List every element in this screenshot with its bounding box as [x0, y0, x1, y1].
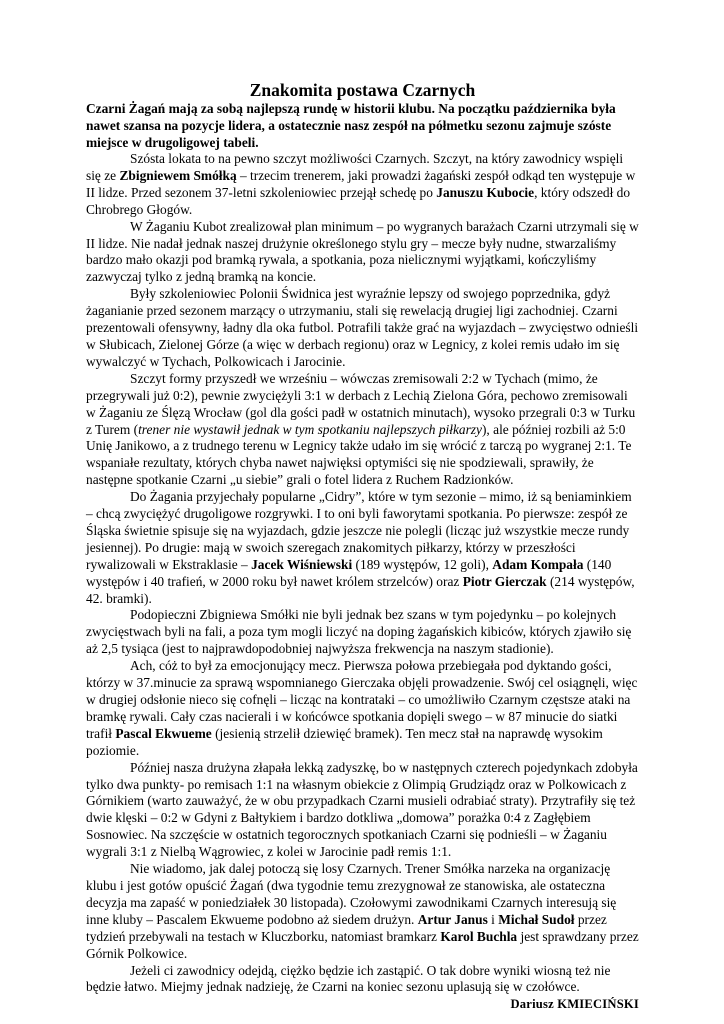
article-lead: Czarni Żagań mają za sobą najlepszą rundę w historii klubu. Na początku października była nawet szansa na pozycje lidera, a ostatecznie nasz zespół na półmetku sezonu zajmuje szóste miejsce w drugoligowej tabeli.: [86, 101, 616, 150]
article-author: Dariusz KMIECIŃSKI: [510, 997, 639, 1012]
paragraph-text: Do Żagania przyjechały popularne „Cidry”, które w tym sezonie – mimo, iż są beniaminkiem – chcą zwyciężyć drugoligowe rozgrywki. I to oni byli faworytami spotkania. Po pierwsze: zespół ze Śląska świetnie spisuje się na wyjazdach, gdzie jeszcze nie polegli (licząc już wszystkie mecze rundy jesiennej). Po drugie: mają w swoich szeregach znakomitych piłkarzy, którzy w przeszłości rywalizowali w Ekstraklasie –: [86, 489, 632, 572]
bold-name: Michał Sudoł: [498, 911, 575, 927]
bold-name: Piotr Gierczak: [462, 573, 547, 589]
article-title: Znakomita postawa Czarnych: [249, 80, 476, 100]
bold-name: Januszu Kubocie: [436, 184, 535, 200]
bold-name: Karol Buchla: [440, 928, 518, 944]
paragraph-text: (214 występów, 42. bramki).: [86, 573, 635, 606]
paragraph-text: (189 występów, 12 goli),: [352, 556, 493, 572]
paragraph-text: ), ale później rozbili aż 5:0 Unię Janikowo, a z trudnego terenu w Legnicy także udało im się wrócić z tarczą po wygranej 2:1. Te wspaniałe rezultaty, których chyba nawet najwięksi optymiści się nie spodziewali, sprawiły, że następne spotkanie Czarni „u siebie” grali o fotel lidera z Ruchem Radzionków.: [86, 421, 632, 488]
paragraph-text: Nie wiadomo, jak dalej potoczą się losy Czarnych. Trener Smółka narzeka na organizację klubu i jest gotów opuścić Żagań (dwa tygodnie temu zrezygnował ze stanowiska, ale ostateczna decyzja ma zapaść w poniedziałek 30 listopada). Czołowymi zawodnikami Czarnych interesują się inne kluby – Pascalem Ekwueme podobno aż siedem drużyn.: [86, 861, 617, 927]
article-paragraph: [86, 658, 639, 759]
paragraph-text: Jeżeli ci zawodnicy odejdą, ciężko będzie ich zastąpić. O tak dobre wyniki wiosną też nie będzie łatwo. Miejmy jednak nadzieję, że Czarni na koniec sezonu uplasują się w czołówce.: [86, 962, 611, 995]
article-paragraph: [86, 760, 639, 861]
bold-name: Zbigniewem Smółką: [119, 167, 237, 183]
article-body: [86, 151, 639, 996]
paragraph-text: Szczyt formy przyszedł we wrześniu – wówczas zremisowali 2:2 w Tychach (mimo, że przegrywali już 0:2), pewnie zwyciężyli 3:1 w derbach z Lechią Zielona Góra, pechowo zremisowali w Żaganiu ze Ślęzą Wrocław (gol dla gości padł w ostatnich minutach), wysoko przegrali 0:3 w Turku z Turem (: [86, 370, 636, 437]
paragraph-text: Były szkoleniowiec Polonii Świdnica jest wyraźnie lepszy od swojego poprzednika, gdyż żaganianie przed sezonem marzący o utrzymaniu, stali się rewelacją drugiej ligi zachodniej. Czarni prezentowali ofensywny, ładny dla oka futbol. Potrafili także grać na wyjazdach – zwycięstwo odnieśli w Słubicach, Zielonej Górze (a więc w derbach regionu) oraz w Legnicy, z kolei remis udało im się wywalczyć w Tychach, Polkowicach i Jarocinie.: [86, 286, 639, 369]
article-paragraph: [86, 151, 639, 219]
article-paragraph: [86, 861, 639, 962]
bold-name: Adam Kompała: [492, 556, 584, 572]
paragraph-text: jest sprawdzany przez Górnik Polkowice.: [86, 928, 639, 961]
paragraph-text: (140 występów i 40 trafień, w 2000 roku był nawet królem strzelców) oraz: [86, 556, 612, 589]
italic-remark: trener nie wystawił jednak w tym spotkaniu najlepszych piłkarzy: [138, 421, 482, 437]
bold-name: Artur Janus: [417, 911, 488, 927]
paragraph-text: , który odszedł do Chrobrego Głogów.: [86, 184, 631, 217]
paragraph-text: Szósta lokata to na pewno szczyt możliwości Czarnych. Szczyt, na który zawodnicy wspięli się ze: [86, 151, 624, 183]
bold-name: Jacek Wiśniewski: [251, 556, 353, 572]
bold-name: Pascal Ekwueme: [115, 725, 212, 741]
paragraph-text: W Żaganiu Kubot zrealizował plan minimum – po wygranych barażach Czarni utrzymali się w II lidze. Nie nadał jednak naszej drużynie określonego stylu gry – mecze były nudne, stwarzaliśmy bardzo mało okazji pod bramką rywala, a spotkania, poza nielicznymi wyjątkami, kończyliśmy zazwyczaj tylko z jedną bramką na koncie.: [86, 218, 639, 285]
article: [86, 80, 639, 1012]
article-paragraph: [86, 489, 639, 607]
paragraph-text: Później nasza drużyna złapała lekką zadyszkę, bo w następnych czterech pojedynkach zdobyła tylko dwa punkty- po remisach 1:1 na własnym obiekcie z Olimpią Grudziądz oraz w Polkowicach z Górnikiem (warto zauważyć, że w obu przypadkach Czarni musieli odrabiać straty). Przytrafiły się też dwie klęski – 0:2 w Gdyni z Bałtykiem i bardzo dotkliwa „domowa” porażka 0:4 z Zagłębiem Sosnowiec. Na szczęście w ostatnich tegorocznych spotkaniach Czarni się podnieśli – w Żaganiu wygrali 3:1 z Nielbą Wągrowiec, z kolei w Jarocinie padł remis 1:1.: [86, 759, 638, 860]
article-paragraph: [86, 963, 639, 997]
article-paragraph: [86, 607, 639, 658]
article-paragraph: [86, 286, 639, 371]
paragraph-text: Ach, cóż to był za emocjonujący mecz. Pierwsza połowa przebiegała pod dyktando gości, którzy w 37.minucie za sprawą wspomnianego Gierczaka objęli prowadzenie. Swój cel osiągnęli, więc w drugiej odsłonie nieco się cofnęli – licząc na kontrataki – co umożliwiło Czarnym częstsze ataki na bramkę rywali. Cały czas nacierali i w końcówce spotkania dopięli swego – w 87 minucie do siatki trafił: [86, 658, 638, 741]
paragraph-text: i: [487, 911, 499, 927]
article-paragraph: [86, 219, 639, 287]
article-paragraph: [86, 371, 639, 489]
paragraph-text: – trzecim trenerem, jaki prowadzi żagański zespół odkąd ten występuje w II lidze. Przed sezonem 37-letni szkoleniowiec przejął schedę po: [86, 167, 636, 200]
paragraph-text: przez tydzień przebywali na testach w Kluczborku, natomiast bramkarz: [86, 911, 607, 944]
paragraph-text: (jesienią strzelił dziewięć bramek). Ten mecz stał na naprawdę wysokim poziomie.: [86, 725, 603, 758]
paragraph-text: Podopieczni Zbigniewa Smółki nie byli jednak bez szans w tym pojedynku – po kolejnych zwycięstwach byli na fali, a poza tym mogli liczyć na doping żagańskich kibiców, których zjawiło się aż 2,5 tysiąca (jest to najprawdopodobniej najwyższa frekwencja na naszym stadionie).: [86, 607, 632, 657]
